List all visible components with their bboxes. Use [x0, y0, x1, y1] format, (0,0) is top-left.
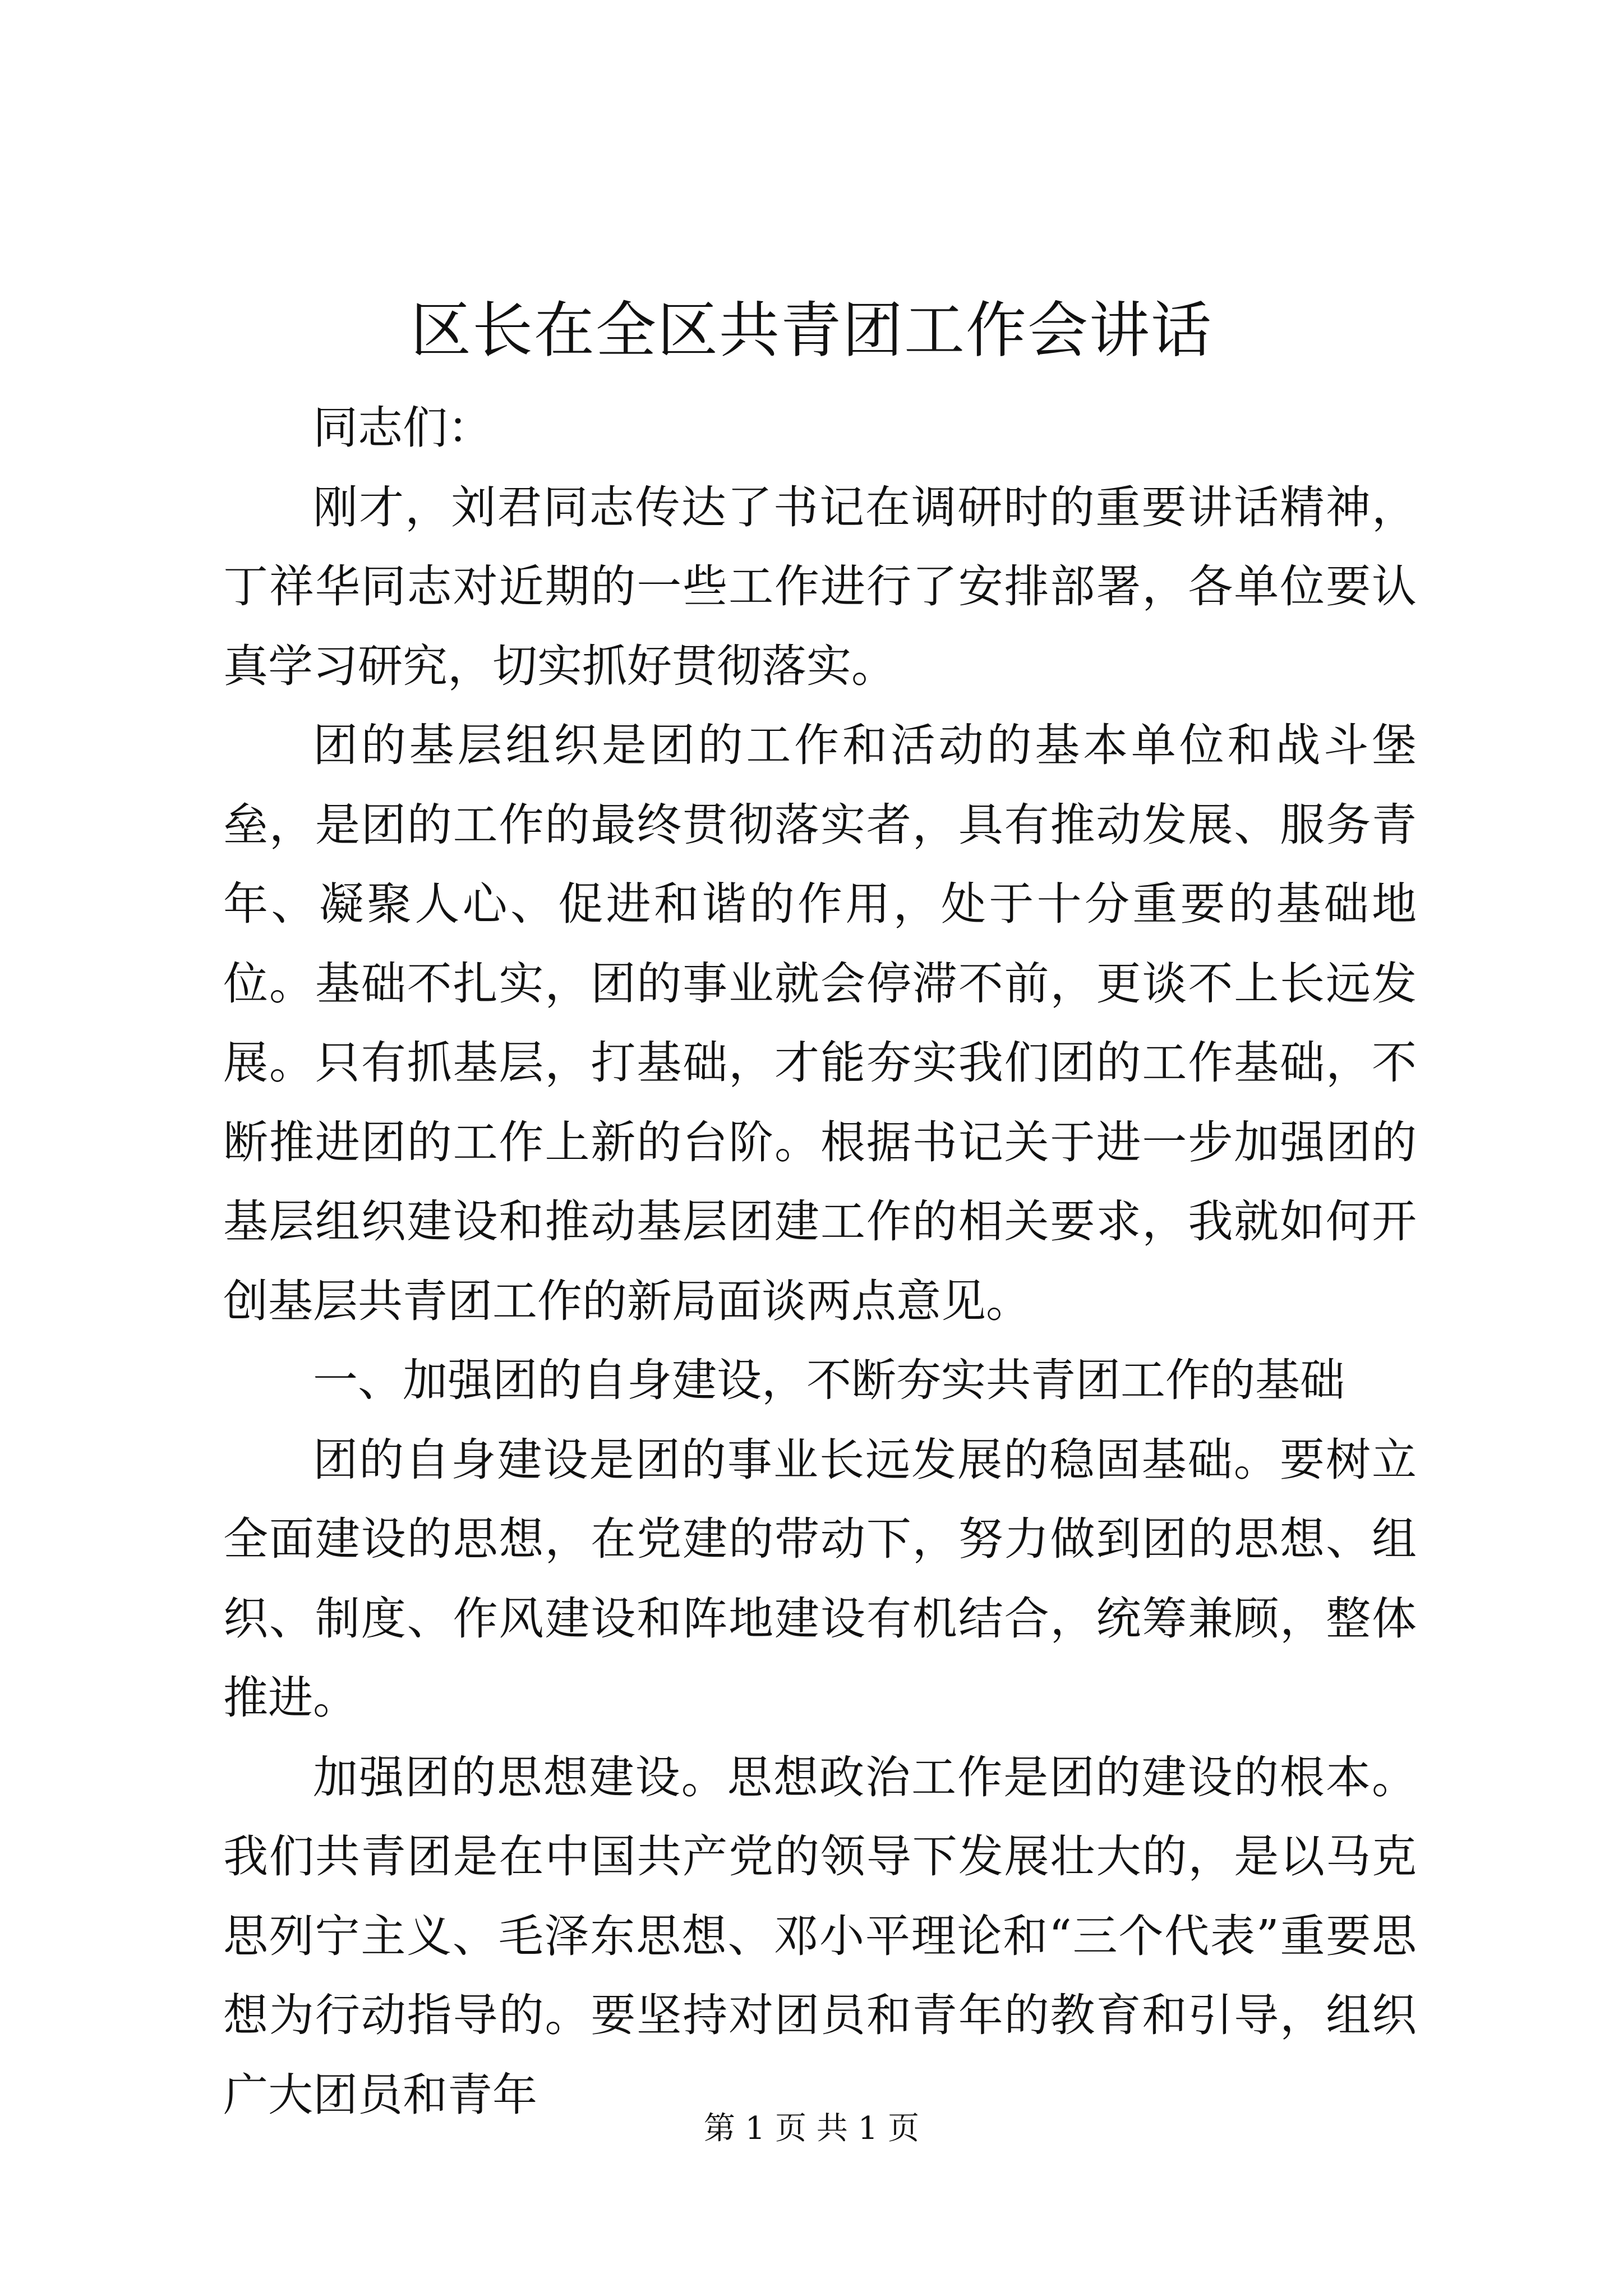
section-heading: 一、加强团的自身建设，不断夯实共青团工作的基础	[313, 1354, 1345, 1406]
document-body	[223, 388, 1417, 2134]
paragraph: 团的自身建设是团的事业长远发展的稳固基础。要树立全面建设的思想，在党建的带动下，努力做到团的思想、组织、制度、作风建设和阵地建设有机结合，统筹兼顾，整体推进。	[223, 1433, 1417, 1724]
paragraph: 刚才，刘君同志传达了书记在调研时的重要讲话精神，丁祥华同志对近期的一些工作进行了安排部署，各单位要认真学习研究，切实抓好贯彻落实。	[223, 481, 1417, 692]
paragraph-salutation: 同志们：	[313, 402, 492, 454]
paragraph: 团的基层组织是团的工作和活动的基本单位和战斗堡垒，是团的工作的最终贯彻落实者，具有推动发展、服务青年、凝聚人心、促进和谐的作用，处于十分重要的基础地位。基础不扎实，团的事业就会停滞不前，更谈不上长远发展。只有抓基层，打基础，才能夯实我们团的工作基础，不断推进团的工作上新的台阶。根据书记关于进一步加强团的基层组织建设和推动基层团建工作的相关要求，我就如何开创基层共青团工作的新局面谈两点意见。	[223, 719, 1417, 1327]
paragraph: 加强团的思想建设。思想政治工作是团的建设的根本。我们共青团是在中国共产党的领导下发展壮大的，是以马克思列宁主义、毛泽东思想、邓小平理论和“三个代表”重要思想为行动指导的。要坚持对团员和青年的教育和引导，组织广大团员和青年	[223, 1751, 1417, 2121]
page-footer: 第 1 页 共 1 页	[703, 2110, 920, 2147]
document-title: 区长在全区共青团工作会讲话	[410, 296, 1212, 366]
